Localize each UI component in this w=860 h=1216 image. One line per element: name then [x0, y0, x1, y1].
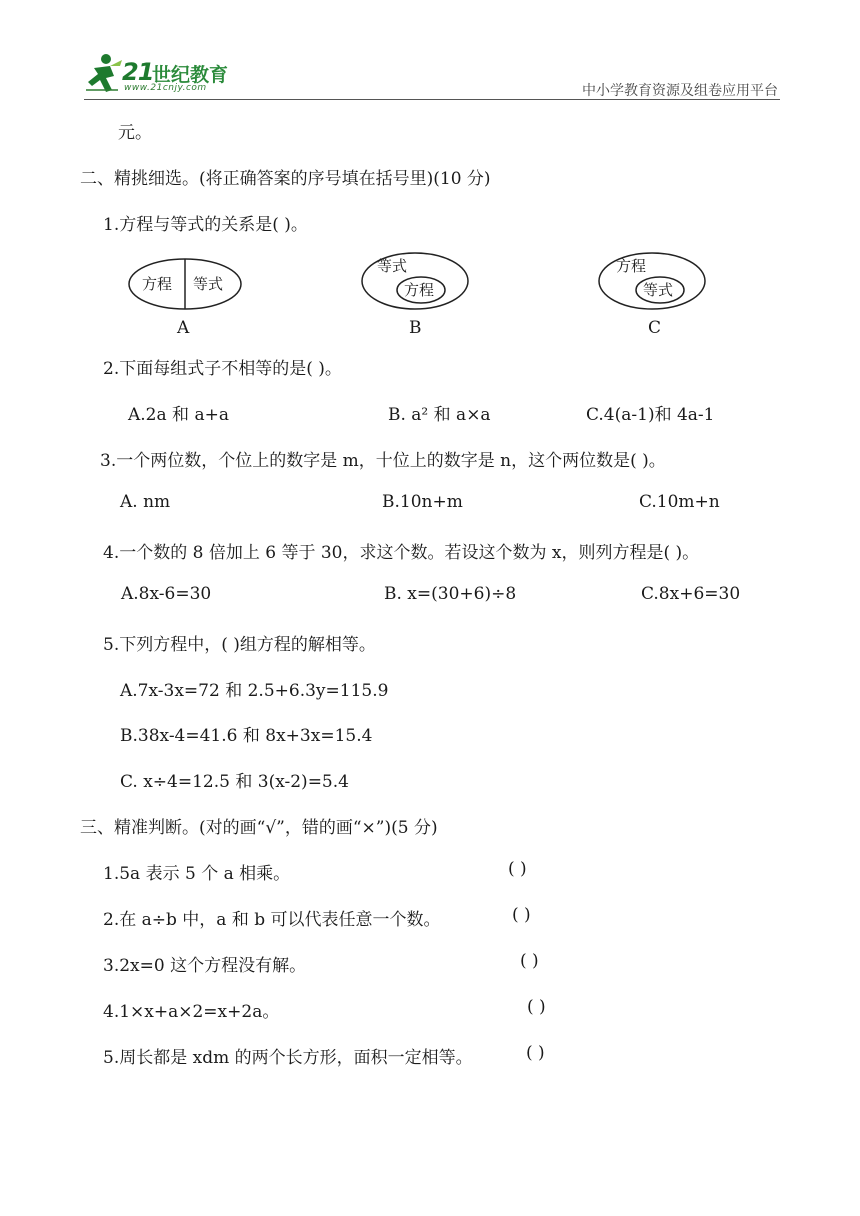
logo-url: www.21cnjy.com [124, 83, 207, 93]
question-3-option-c: C.10m+n [639, 492, 720, 512]
diagram-b [359, 250, 475, 312]
runner-icon [84, 52, 124, 96]
judge-item-4-blank: ( ) [527, 997, 546, 1017]
question-5: 5.下列方程中，( )组方程的解相等。 [103, 635, 376, 655]
section-3-title: 三、精准判断。(对的画“√”，错的画“×”)(5 分) [80, 818, 438, 838]
question-2-option-c: C.4(a-1)和 4a-1 [586, 405, 715, 425]
diagram-c [596, 250, 712, 312]
question-4-option-a: A.8x-6=30 [121, 584, 212, 604]
section-2-title: 二、精挑细选。(将正确答案的序号填在括号里)(10 分) [80, 169, 491, 189]
header-divider [84, 99, 780, 100]
continuation-text: 元。 [118, 123, 152, 143]
diagram-c-letter: C [648, 318, 662, 338]
judge-item-5-blank: ( ) [526, 1043, 545, 1063]
logo-text: 世纪教育 [152, 64, 229, 86]
diagram-a [126, 256, 246, 312]
judge-item-1: 1.5a 表示 5 个 a 相乘。 [103, 864, 291, 884]
judge-item-2: 2.在 a÷b 中，a 和 b 可以代表任意一个数。 [103, 910, 441, 930]
diagram-a-letter: A [177, 318, 190, 338]
question-2: 2.下面每组式子不相等的是( )。 [103, 359, 342, 379]
question-4-option-b: B. x=(30+6)÷8 [384, 584, 517, 604]
question-2-option-b: B. a² 和 a×a [388, 405, 491, 425]
diagram-c-outer-label: 方程 [616, 257, 647, 275]
judge-item-3-blank: ( ) [520, 951, 539, 971]
question-4: 4.一个数的 8 倍加上 6 等于 30，求这个数。若设这个数为 x，则列方程是( )。 [103, 543, 700, 563]
question-4-option-c: C.8x+6=30 [641, 584, 741, 604]
question-2-option-a: A.2a 和 a+a [128, 405, 229, 425]
question-3: 3.一个两位数，个位上的数字是 m，十位上的数字是 n，这个两位数是( )。 [100, 451, 666, 471]
logo-number: 21 [122, 58, 154, 86]
question-3-option-a: A. nm [120, 492, 171, 512]
site-logo [84, 52, 254, 100]
question-5-option-c: C. x÷4=12.5 和 3(x-2)=5.4 [120, 772, 349, 792]
diagram-a-right-label: 等式 [193, 275, 224, 293]
platform-text: 中小学教育资源及组卷应用平台 [582, 83, 778, 99]
judge-item-3: 3.2x=0 这个方程没有解。 [103, 956, 307, 976]
judge-item-5: 5.周长都是 xdm 的两个长方形，面积一定相等。 [103, 1048, 473, 1068]
diagram-b-inner-label: 方程 [404, 281, 435, 299]
judge-item-1-blank: ( ) [508, 859, 527, 879]
diagram-c-inner-label: 等式 [643, 281, 674, 299]
diagram-b-letter: B [409, 318, 422, 338]
judge-item-4: 4.1×x+a×2=x+2a。 [103, 1002, 280, 1022]
judge-item-2-blank: ( ) [512, 905, 531, 925]
question-5-option-a: A.7x-3x=72 和 2.5+6.3y=115.9 [120, 681, 389, 701]
question-3-option-b: B.10n+m [382, 492, 463, 512]
question-5-option-b: B.38x-4=41.6 和 8x+3x=15.4 [120, 726, 373, 746]
diagram-a-left-label: 方程 [142, 275, 173, 293]
diagram-b-outer-label: 等式 [377, 257, 408, 275]
question-1: 1.方程与等式的关系是( )。 [103, 215, 308, 235]
